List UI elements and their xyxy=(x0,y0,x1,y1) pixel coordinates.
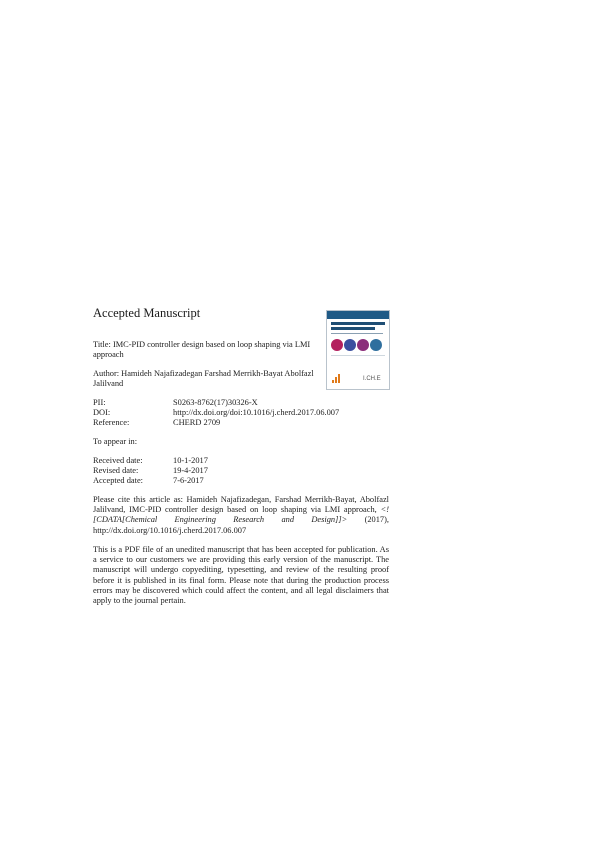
doi-link[interactable]: http://dx.doi.org/doi:10.1016/j.cherd.2017.06.007 xyxy=(173,408,340,417)
publisher-logo-icon xyxy=(332,374,342,383)
cover-divider xyxy=(331,355,385,356)
journal-cover-thumbnail xyxy=(326,310,390,390)
cover-title-bar-2 xyxy=(331,327,375,330)
received-value: 10-1-2017 xyxy=(173,456,208,465)
cover-image-circle xyxy=(357,339,369,351)
received-label: Received date: xyxy=(93,456,143,465)
revised-label: Revised date: xyxy=(93,466,139,475)
cover-publisher-mark: I.CH.E xyxy=(363,376,381,382)
cover-header-band xyxy=(327,311,389,319)
citation-paragraph xyxy=(93,495,389,536)
pii-value: S0263-8762(17)30326-X xyxy=(173,398,258,407)
reference-value: CHERD 2709 xyxy=(173,418,221,427)
to-appear-in: To appear in: xyxy=(93,437,138,446)
revised-value: 19-4-2017 xyxy=(173,466,208,475)
pii-label: PII: xyxy=(93,398,106,407)
citation-suffix: (2017), http://dx.doi.org/10.1016/j.cherd.2017.06.007 xyxy=(93,515,390,535)
article-title: Title: IMC-PID controller design based on loop shaping via LMI approach xyxy=(93,340,311,360)
doi-label: DOI: xyxy=(93,408,111,417)
accepted-label: Accepted date: xyxy=(93,476,143,485)
article-authors: Author: Hamideh Najafizadegan Farshad Merrikh-Bayat Abolfazl Jalilvand xyxy=(93,369,314,389)
cover-image-circle xyxy=(344,339,356,351)
page-heading: Accepted Manuscript xyxy=(93,306,201,320)
citation-prefix: Please cite this article as: Hamideh Najafizadegan, Farshad Merrikh-Bayat, Abolfazl Jalilvand, IMC-PID controller design based on loop shaping via LMI approach, xyxy=(93,495,389,515)
cover-image-circle xyxy=(370,339,382,351)
citation-journal: <![CDATA[Chemical Engineering Research and Design]]> xyxy=(93,505,389,525)
cover-subtitle-rule xyxy=(331,333,383,334)
cover-title-bar xyxy=(331,322,385,325)
reference-label: Reference: xyxy=(93,418,130,427)
accepted-value: 7-6-2017 xyxy=(173,476,204,485)
disclaimer-paragraph: This is a PDF file of an unedited manuscript that has been accepted for publication. As a service to our customers we are providing this early version of the manuscript. The manuscript will undergo copyediting, typesetting, and review of the resulting proof before it is published in its final form. Please note that during the production process errors may be discovered which could affect the content, and all legal disclaimers that apply to the journal pertain. xyxy=(93,545,389,606)
cover-image-circle xyxy=(331,339,343,351)
